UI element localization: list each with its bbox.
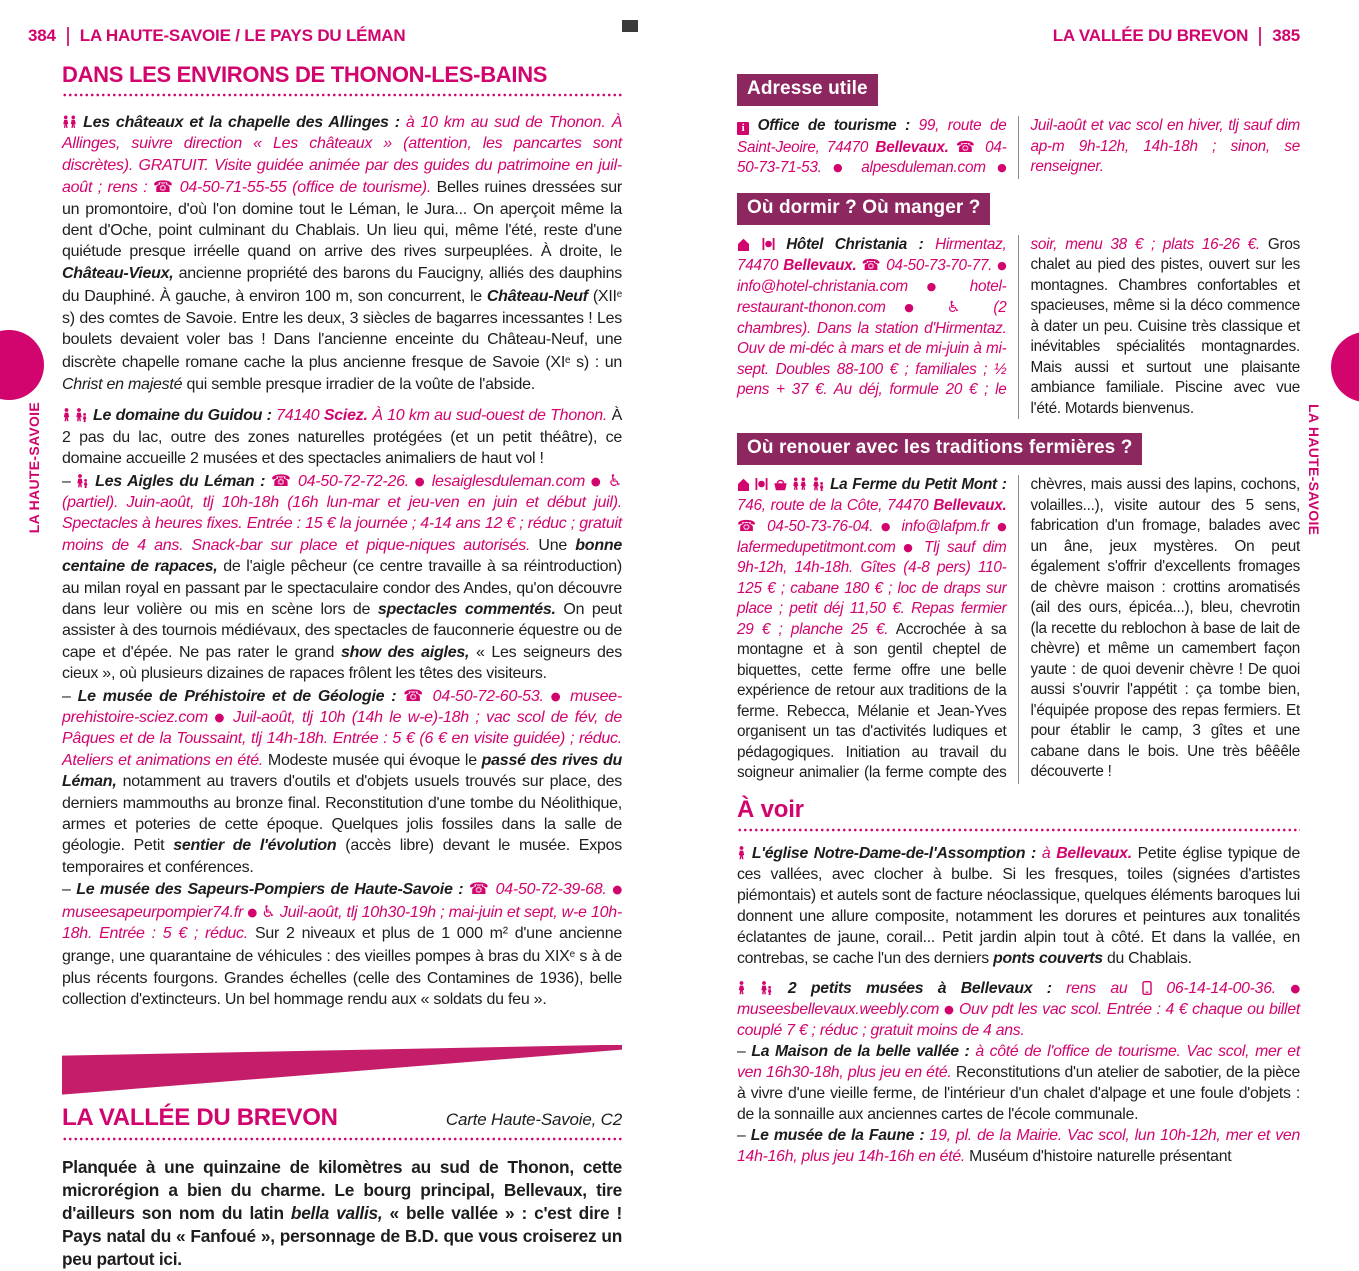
text-segment: – bbox=[737, 1042, 752, 1060]
text-segment: Le musée de Préhistoire et de Géologie : bbox=[77, 687, 404, 705]
wheelchair-icon: ♿ bbox=[261, 901, 276, 921]
bullet-icon: ● bbox=[926, 279, 951, 293]
restaurant-icon bbox=[762, 235, 775, 256]
header-divider bbox=[1259, 27, 1261, 46]
two-column-block bbox=[737, 235, 1300, 420]
text-segment: bonne centaine de rapaces, bbox=[62, 536, 623, 576]
text-segment: (XII bbox=[587, 288, 617, 306]
paragraph bbox=[737, 116, 1300, 179]
text-segment: de l'aigle pêcheur (ce centre travaille à sa réintroduction) au milan royal en passant par le spectaculaire condor des Andes, qu'on découvre dans leur volière ou mis en scène lors de bbox=[62, 558, 623, 618]
text-segment: À 10 km au sud-ouest de Thonon. bbox=[367, 407, 608, 425]
right-tab-label: LA HAUTE-SAVOIE bbox=[1306, 404, 1322, 536]
text-segment: Sciez. bbox=[323, 407, 368, 425]
right-page-header bbox=[1053, 26, 1300, 46]
text-segment: Hôtel Christania : bbox=[786, 235, 936, 253]
text-segment: Hirmentaz, 74470 bbox=[737, 235, 1007, 274]
bullet-icon: ● bbox=[1290, 980, 1300, 995]
visitor-icon bbox=[62, 405, 71, 426]
text-segment: du Chablais. bbox=[1102, 949, 1192, 967]
bullet-icon: ● bbox=[903, 540, 917, 554]
phone-icon: ☎ bbox=[153, 177, 175, 197]
text-segment: 06-14-14-00-36. bbox=[1166, 979, 1291, 997]
chapter-heading-row bbox=[62, 1104, 622, 1132]
text-segment: ponts couverts bbox=[993, 949, 1103, 967]
text-segment: Sur 2 niveaux et plus de 1 000 m² d'une ancienne grange, une quarantaine de véhicules : des vieilles pompes à bras du XIX bbox=[62, 925, 623, 966]
text-segment: musee-prehistoire-sciez.com bbox=[62, 687, 622, 726]
left-tab-label: LA HAUTE-SAVOIE bbox=[26, 402, 42, 534]
bullet-icon: ● bbox=[997, 520, 1007, 533]
bullet-icon: ● bbox=[550, 688, 564, 703]
two-column-block bbox=[737, 116, 1300, 179]
text-segment: e bbox=[569, 949, 575, 961]
text-segment: hotel-restaurant-thonon.com bbox=[737, 277, 1007, 316]
bullet-icon: ● bbox=[880, 520, 894, 533]
text-segment: « belle vallée » : c'est dire ! Pays natal du « Fanfoué », personnage de B.D. que vous croiserez un peu partout ici. bbox=[62, 1202, 622, 1269]
text-segment: 04-50-73-76-04. bbox=[767, 518, 881, 535]
chapter-title: LA VALLÉE DU BREVON bbox=[62, 1103, 338, 1131]
text-segment: info@lafpm.fr bbox=[901, 518, 998, 535]
paragraph bbox=[62, 112, 622, 395]
text-segment: Ouv pdt les vac scol. Entrée : 4 € chaque ou billet couplé 7 € ; réduc ; gratuit moins de 4 ans. bbox=[737, 1000, 1300, 1039]
chapter-intro bbox=[62, 1156, 622, 1271]
family-icon bbox=[812, 475, 825, 496]
left-tab-circle bbox=[0, 330, 44, 400]
text-segment: Bellevaux. bbox=[933, 496, 1007, 514]
text-segment: (partiel). Juin-août, tlj 10h-18h (16h lun-mar et jeu-ven en juin et début juil). Spectacles à heures fixes. Entrée : 15 € la journée ; 4-14 ans 12 € ; réduc ; gratuit moins de 4 ans. Snack-bar sur place et pique-niques autorisés. bbox=[62, 493, 622, 554]
text-segment: bella vallis, bbox=[290, 1202, 383, 1223]
bullet-icon: ● bbox=[247, 904, 258, 919]
text-segment: Belles ruines dressées sur un promontoire, d'où l'on domine tout le Léman, le Jura... On aperçoit même la dent d'Oche, point culminant du Chablais. Un lieu qui, même l'été, reste d'une quiétude presque irréelle quand on arrive des rives surpeuplées. À droite, le bbox=[62, 179, 623, 261]
text-segment: Muséum d'histoire naturelle présentant bbox=[965, 1147, 1232, 1165]
text-segment: 746, route de la Côte, 74470 bbox=[737, 496, 934, 514]
paragraph bbox=[737, 1125, 1300, 1167]
restaurant-icon bbox=[755, 475, 768, 496]
text-segment: 74140 bbox=[276, 407, 324, 425]
text-segment: 04-50-73-70-77. bbox=[886, 257, 998, 274]
text-segment: 99, route de Saint-Jeoire, 74470 bbox=[737, 117, 1007, 156]
bullet-icon: ● bbox=[943, 1001, 955, 1016]
two-column-block bbox=[737, 475, 1300, 784]
text-segment: 19, pl. de la Mairie. Vac scol, lun 10h-12h, mer et ven 14h-16h, plus jeu 14h-16h en été. bbox=[737, 1126, 1300, 1165]
text-segment: show des aigles, bbox=[340, 643, 470, 661]
text-segment: Planquée à une quinzaine de kilomètres au sud de Thonon, cette microrégion a bien du charme. Le bourg principal, Bellevaux, tire d'ailleurs son nom du latin bbox=[62, 1156, 622, 1223]
text-segment: Office de tourisme : bbox=[757, 117, 919, 134]
bullet-icon: ● bbox=[833, 161, 850, 174]
text-segment: ancienne propriété des barons du Faucigny, alliés des dauphins du Dauphiné. À gauche, à environ 100 m, son concurrent, le bbox=[62, 264, 622, 306]
text-segment: notamment au travers d'outils et d'objets usuels trouvés sur place, des derniers mammouths au bronze final. Reconstitution d'une tombe du Néolithique, armes et poteries de cette époque. Quelques jolis fossiles dans la salle de géologie. Petit bbox=[62, 773, 622, 855]
a-voir-title: À voir bbox=[737, 795, 804, 823]
left-page-column bbox=[62, 62, 622, 1271]
visitor-icon bbox=[737, 978, 746, 999]
text-segment: La Maison de la belle vallée : bbox=[751, 1042, 976, 1060]
hotel-icon bbox=[737, 235, 750, 256]
text-segment: 04-50-71-55-55 (office de tourisme). bbox=[179, 179, 432, 197]
text-segment: Château-Neuf bbox=[486, 288, 588, 306]
text-segment: – bbox=[62, 472, 77, 490]
text-segment: alpesduleman.com bbox=[861, 159, 998, 176]
hotel-icon bbox=[737, 475, 750, 496]
text-segment: (2 chambres). Dans la station d'Hirmentaz. Ouv de mi-déc à mars et de mi-juin à mi-sept. Doubles 88-100 € ; familiales ; ½ pens + 37 €. Au déj, formule 20 € ; le soir, menu 38 € ; plats 16-26 €. bbox=[737, 235, 1260, 398]
a-voir-section bbox=[737, 796, 1300, 1167]
right-page-column bbox=[737, 64, 1300, 1167]
text-segment: 04-50-72-39-68. bbox=[495, 881, 613, 899]
phone-icon: ☎ bbox=[955, 137, 978, 156]
text-segment: La Ferme du Petit Mont : bbox=[830, 476, 1007, 493]
text-segment: à 10 km au sud de Thonon. À Allinges, suivre direction « Les châteaux » (attention, les pancartes sont discrètes). GRATUIT. Visite guidée animée par des guides du patrimoine en juil-août ; rens : bbox=[62, 114, 623, 197]
text-segment: Bellevaux. bbox=[1056, 844, 1132, 862]
text-segment: Modeste musée qui évoque le bbox=[263, 751, 482, 769]
text-segment: 04-50-72-72-26. bbox=[297, 472, 415, 490]
text-segment: rens au bbox=[1066, 979, 1142, 997]
text-segment: Les Aigles du Léman : bbox=[95, 472, 271, 490]
text-segment: 2 petits musées à Bellevaux : bbox=[787, 979, 1067, 997]
text-segment: sentier de l'évolution bbox=[173, 837, 337, 855]
text-segment: Reconstitutions d'un atelier de sabotier, de la pièce à vivre d'une vieille ferme, de l'intérieur d'un chalet d'alpage et une foule d'objets : de la sonnaille aux anciennes cartes de l'école communale. bbox=[737, 1063, 1301, 1123]
wheelchair-icon: ♿ bbox=[607, 470, 622, 490]
text-segment: À 2 pas du lac, outre des zones naturelles protégées (et un petit théâtre), ce domaine accueille 2 musées et des spectacles animaliers de haut vol ! bbox=[62, 407, 623, 468]
text-segment: e bbox=[565, 355, 571, 367]
text-segment: 04-50-72-60-53. bbox=[432, 687, 551, 705]
section-title: DANS LES ENVIRONS DE THONON-LES-BAINS bbox=[62, 62, 548, 87]
wheelchair-icon: ♿ bbox=[946, 298, 975, 316]
text-segment: Juil-août et vac scol en hiver, tlj sauf dim ap-m 9h-12h, 14h-18h ; sinon, se renseigner. bbox=[1030, 117, 1300, 175]
bullet-icon: ● bbox=[904, 301, 929, 314]
paragraph bbox=[737, 235, 1300, 420]
text-segment: Bellevaux. bbox=[875, 138, 949, 156]
text-segment: Le musée des Sapeurs-Pompiers de Haute-Savoie : bbox=[76, 881, 469, 899]
text-segment: info@hotel-christania.com bbox=[737, 277, 927, 295]
text-segment: s à de plus récents fourgons. Grandes échelles (celle des Contamines de 1936), belle collection d'extincteurs. Un bel hommage rendu aux « soldats du feu ». bbox=[62, 948, 623, 1009]
text-segment: On peut assister à des tournois médiévaux, des spectacles de fauconnerie équestre ou de cape et d'épée. Ne pas rater le grand bbox=[62, 600, 623, 661]
header-divider bbox=[67, 27, 69, 46]
right-page-header-title: LA VALLÉE DU BREVON bbox=[1052, 26, 1249, 45]
text-segment: – bbox=[62, 881, 77, 899]
text-segment: L'église Notre-Dame-de-l'Assomption : bbox=[751, 844, 1042, 862]
left-page-number: 384 bbox=[28, 26, 56, 45]
text-segment: (accès libre) devant le musée. Expos temporaires et conférences. bbox=[62, 837, 622, 876]
text-segment: museesbellevaux.weebly.com bbox=[737, 1000, 944, 1018]
text-segment: Tlj sauf dim 9h-12h, 14h-18h. Gîtes (4-8 pers) 110-125 € ; cabane 180 € ; loc de draps sur place ; petit déj 11,50 €. Repas fermier 29 € ; planche 25 €. bbox=[737, 538, 1007, 638]
paragraph bbox=[62, 685, 622, 879]
text-segment: Gros chalet au pied des pistes, ouvert sur les montagnes. Chambres confortables et spacieuses, même si la déco commence à dater un peu. Cuisine très classique et inévitables spécialités montagnardes. Mais aussi et surtout une plaisante ambiance familiale. Piscine avec vue l'été. Motards bienvenus. bbox=[1030, 235, 1300, 417]
family-icon bbox=[76, 471, 89, 492]
family-icon bbox=[760, 978, 773, 999]
visitors-icon bbox=[62, 112, 77, 133]
text-segment: Les châteaux et la chapelle des Allinges : bbox=[83, 114, 406, 131]
text-segment: à côté de l'office de tourisme. Vac scol, mer et ven 16h30-18h, plus jeu en été. bbox=[737, 1042, 1300, 1081]
text-segment: e bbox=[616, 289, 622, 301]
text-segment: s) des comtes de Savoie. Entre les deux, 3 siècles de bagarres incessantes ! Les boulets devaient voler bas ! Dans l'ancienne enceinte du Château-Neuf, une discrète chapelle romane cache la plus ancienne fresque de Savoie (XI bbox=[62, 309, 622, 372]
family-icon bbox=[75, 405, 88, 426]
text-segment: Le domaine du Guidou : bbox=[92, 407, 277, 425]
text-segment: Le musée de la Faune : bbox=[750, 1126, 930, 1144]
text-segment: s) : un bbox=[570, 354, 622, 372]
text-segment: passé des rives du Léman, bbox=[62, 751, 623, 791]
text-segment: spectacles commentés. bbox=[377, 600, 556, 618]
right-page-number: 385 bbox=[1272, 26, 1300, 45]
phone-icon: ☎ bbox=[861, 256, 882, 274]
section-box-ou-dormir: Où dormir ? Où manger ? bbox=[737, 193, 990, 225]
bullet-icon: ● bbox=[214, 709, 227, 724]
text-segment: Château-Vieux, bbox=[62, 264, 174, 282]
left-page-header-title: LA HAUTE-SAVOIE / LE PAYS DU LÉMAN bbox=[79, 26, 406, 45]
print-artifact bbox=[622, 20, 638, 32]
mobile-icon bbox=[1142, 978, 1152, 999]
bullet-icon: ● bbox=[997, 259, 1007, 272]
text-segment: Une bbox=[530, 536, 576, 554]
phone-icon: ☎ bbox=[403, 685, 426, 705]
bullet-icon: ● bbox=[414, 473, 427, 488]
dotted-rule bbox=[62, 93, 622, 97]
paragraph bbox=[737, 843, 1300, 969]
text-segment: 04-50-73-71-53. bbox=[737, 138, 1007, 176]
basket-icon bbox=[773, 475, 788, 496]
paragraph bbox=[62, 470, 622, 685]
text-segment: – bbox=[737, 1126, 751, 1144]
bullet-icon: ● bbox=[612, 882, 622, 897]
chapter-wedge-banner bbox=[62, 1045, 622, 1095]
section-box-adresse-utile: Adresse utile bbox=[737, 74, 878, 106]
text-segment: Juil-août, tlj 10h (14h le w-e)-18h ; vac scol de fév, de Pâques et de la Toussaint, tlj 14h-18h. Entrée : 5 € (6 € en visite guidée) ; réduc. Ateliers et animations en été. bbox=[62, 708, 622, 769]
phone-icon: ☎ bbox=[737, 517, 760, 535]
phone-icon: ☎ bbox=[468, 879, 490, 899]
paragraph bbox=[737, 1041, 1300, 1125]
text-segment: museesapeurpompier74.fr bbox=[62, 903, 248, 921]
info-icon: i bbox=[737, 122, 749, 135]
dotted-rule bbox=[737, 828, 1300, 832]
visitor-icon bbox=[737, 843, 746, 864]
text-segment bbox=[949, 139, 956, 156]
text-segment: Juil-août, tlj 10h30-19h ; mai-juin et sept, w-e 10h-18h. Entrée : 5 € ; réduc. bbox=[62, 903, 622, 943]
right-tab-circle bbox=[1331, 332, 1359, 402]
visitors-icon bbox=[792, 475, 807, 496]
phone-icon: ☎ bbox=[270, 470, 293, 490]
section-box-traditions-fermieres: Où renouer avec les traditions fermières ? bbox=[737, 433, 1142, 465]
text-segment: Christ en majesté bbox=[62, 375, 183, 393]
text-segment: Accrochée à sa montagne et à son gentil cheptel de biquettes, cette ferme offre une belle expérience de retour aux traditions de la ferme. Rebecca, Mélanie et Jean-Yves organisent un tas d'activités ludiques et pédagogiques. Initiation au travail du soigneur animalier (la ferme compte des chèvres, mais aussi des lapins, cochons, volailles...), visite autour des 5 sens, fabrication d'un fromage, balades avec un âne, jeux mystères. On peut également s'offrir d'excellents fromages de chèvre maison : crottins aromatisés (ail des ours, épicéa...), bleu, chevrotin (la recette du reblochon à base de lait de chèvre) et même un camembert façon yaute : de quoi devenir chèvre ! De quoi aussi s'ouvrir l'appétit : ça tombe bien, l'équipée propose des repas fermiers. Et pour établir le camp, 3 gîtes et une cabane dans le bois. Une très bêêêle découverte ! bbox=[737, 476, 1300, 781]
paragraph-group bbox=[62, 405, 622, 1010]
bullet-icon: ● bbox=[997, 161, 1007, 174]
text-segment: lesaiglesduleman.com bbox=[431, 472, 591, 490]
dotted-rule bbox=[62, 1137, 622, 1141]
text-segment: lafermedupetitmont.com bbox=[737, 538, 904, 556]
text-segment: Bellevaux. bbox=[783, 257, 857, 274]
paragraph bbox=[62, 878, 622, 1010]
text-segment: – bbox=[62, 687, 78, 705]
text-segment: à bbox=[1041, 844, 1057, 862]
bullet-icon: ● bbox=[590, 473, 603, 488]
paragraph bbox=[737, 475, 1300, 784]
paragraph bbox=[62, 405, 622, 469]
left-page-header bbox=[28, 26, 405, 46]
map-reference: Carte Haute-Savoie, C2 bbox=[445, 1109, 622, 1129]
text-segment: qui semble presque irradier de la voûte de l'abside. bbox=[182, 375, 535, 393]
text-segment: Petite église typique de ces vallées, avec clocher à bulbe. Si les fresques, toiles (signées d'artistes piémontais) et autels sont de facture néoclassique, quelques éléments baroques lui donnent une allure composite, notamment les dorures et peintures aux tonalités éclatantes de jaune, corail... Petit jardin alpin tout à côté. Et dans la vallée, en contrebas, se cache l'un des derniers bbox=[737, 844, 1300, 967]
paragraph bbox=[737, 978, 1300, 1041]
text-segment: « Les seigneurs des cieux », où plusieurs dizaines de rapaces frôlent les têtes des visiteurs. bbox=[62, 643, 623, 683]
